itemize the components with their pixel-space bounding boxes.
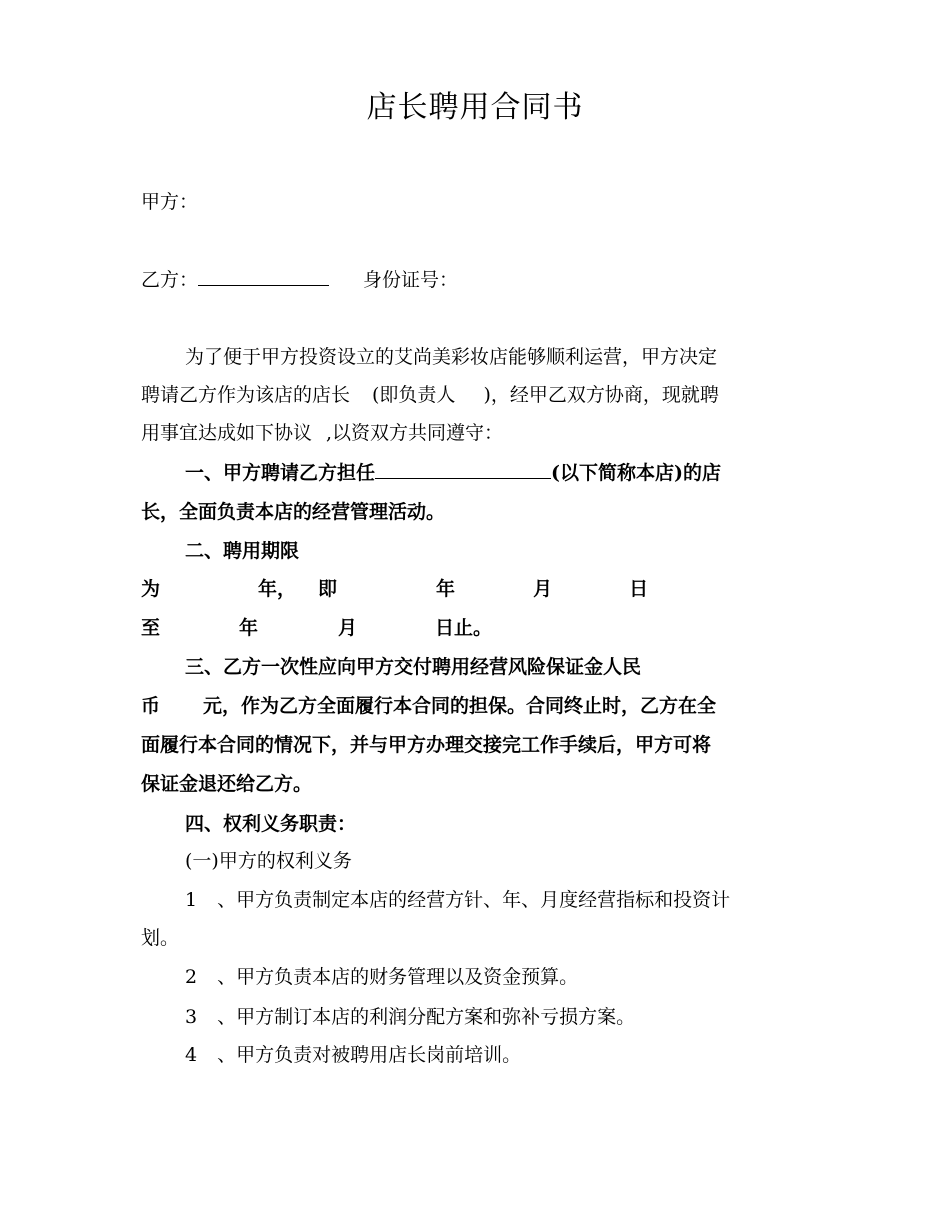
clause-4-heading: 四、权利义务职责： bbox=[185, 813, 357, 835]
clause-3-text-b: 元，作为乙方全面履行本合同的担保。合同终止时，乙方在全 bbox=[203, 695, 717, 717]
clause-3-line-1: 三、乙方一次性应向甲方交付聘用经营风险保证金人民 bbox=[185, 656, 642, 678]
clause-1-text-a: 一、甲方聘请乙方担任 bbox=[185, 462, 376, 484]
intro-line-3 bbox=[141, 414, 811, 452]
intro-line-2-b: (即负责人 bbox=[372, 384, 456, 406]
term-row-1-word-2: 年， bbox=[258, 578, 297, 600]
clause-2-heading: 二、聘用期限 bbox=[185, 540, 300, 562]
duty-item-1-number: 1 bbox=[185, 889, 198, 911]
term-row-1-word-4: 年 bbox=[436, 578, 456, 600]
document-title: 店长聘用合同书 bbox=[366, 90, 584, 125]
term-row-2-word-4: 日止。 bbox=[435, 617, 493, 639]
clause-1-line-1 bbox=[185, 454, 855, 492]
intro-line-3-b: ,以资双方共同遵守： bbox=[326, 422, 504, 444]
term-row-2 bbox=[141, 609, 811, 647]
clause-3-line-4: 保证金退还给乙方。 bbox=[141, 773, 313, 795]
duty-item-4-text: 、甲方负责对被聘用店长岗前培训。 bbox=[217, 1044, 522, 1066]
duty-item-3-number: 3 bbox=[185, 1006, 198, 1028]
intro-line-2-a: 聘请乙方作为该店的店长 bbox=[141, 384, 351, 406]
duty-item-1-text: 、甲方负责制定本店的经营方针、年、月度经营指标和投资计 bbox=[217, 889, 731, 911]
clause-3-line-3: 面履行本合同的情况下，并与甲方办理交接完工作手续后，甲方可将 bbox=[141, 734, 712, 756]
clause-4-subheading: (一)甲方的权利义务 bbox=[185, 850, 352, 872]
term-row-1-word-5: 月 bbox=[533, 578, 553, 600]
intro-line-2 bbox=[141, 376, 811, 414]
intro-line-3-a: 用事宜达成如下协议 bbox=[141, 422, 313, 444]
intro-line-2-c: )，经甲乙双方协商，现就聘 bbox=[483, 384, 719, 406]
party-b-label: 乙方： bbox=[141, 269, 199, 291]
clause-3-text-a: 币 bbox=[141, 695, 161, 717]
party-b-name-blank bbox=[198, 263, 329, 286]
duty-item-2-number: 2 bbox=[185, 966, 198, 988]
term-row-2-word-3: 月 bbox=[338, 617, 358, 639]
id-number-label: 身份证号： bbox=[363, 269, 459, 291]
party-a-label: 甲方： bbox=[141, 191, 199, 213]
duty-item-4 bbox=[185, 1036, 855, 1074]
term-row-2-word-1: 至 bbox=[141, 617, 161, 639]
duty-item-3 bbox=[185, 998, 855, 1036]
term-row-2-word-2: 年 bbox=[239, 617, 259, 639]
party-a-line bbox=[141, 183, 811, 221]
store-name-blank bbox=[375, 456, 551, 479]
party-b-line bbox=[141, 261, 811, 299]
term-row-1 bbox=[141, 570, 811, 608]
duty-item-2 bbox=[185, 958, 855, 996]
duty-item-3-text: 、甲方制订本店的利润分配方案和弥补亏损方案。 bbox=[217, 1006, 636, 1028]
clause-1-text-b: (以下简称本店)的店 bbox=[551, 462, 721, 484]
intro-line-1: 为了便于甲方投资设立的艾尚美彩妆店能够顺利运营，甲方决定 bbox=[185, 346, 718, 368]
clause-1-line-2: 长，全面负责本店的经营管理活动。 bbox=[141, 501, 446, 523]
duty-item-1 bbox=[185, 881, 855, 919]
term-row-1-word-3: 即 bbox=[318, 578, 338, 600]
duty-item-1-continued: 划。 bbox=[141, 927, 180, 949]
duty-item-2-text: 、甲方负责本店的财务管理以及资金预算。 bbox=[217, 966, 579, 988]
clause-3-line-2 bbox=[141, 687, 811, 725]
term-row-1-word-1: 为 bbox=[141, 578, 161, 600]
duty-item-4-number: 4 bbox=[185, 1044, 198, 1066]
term-row-1-word-6: 日 bbox=[629, 578, 649, 600]
